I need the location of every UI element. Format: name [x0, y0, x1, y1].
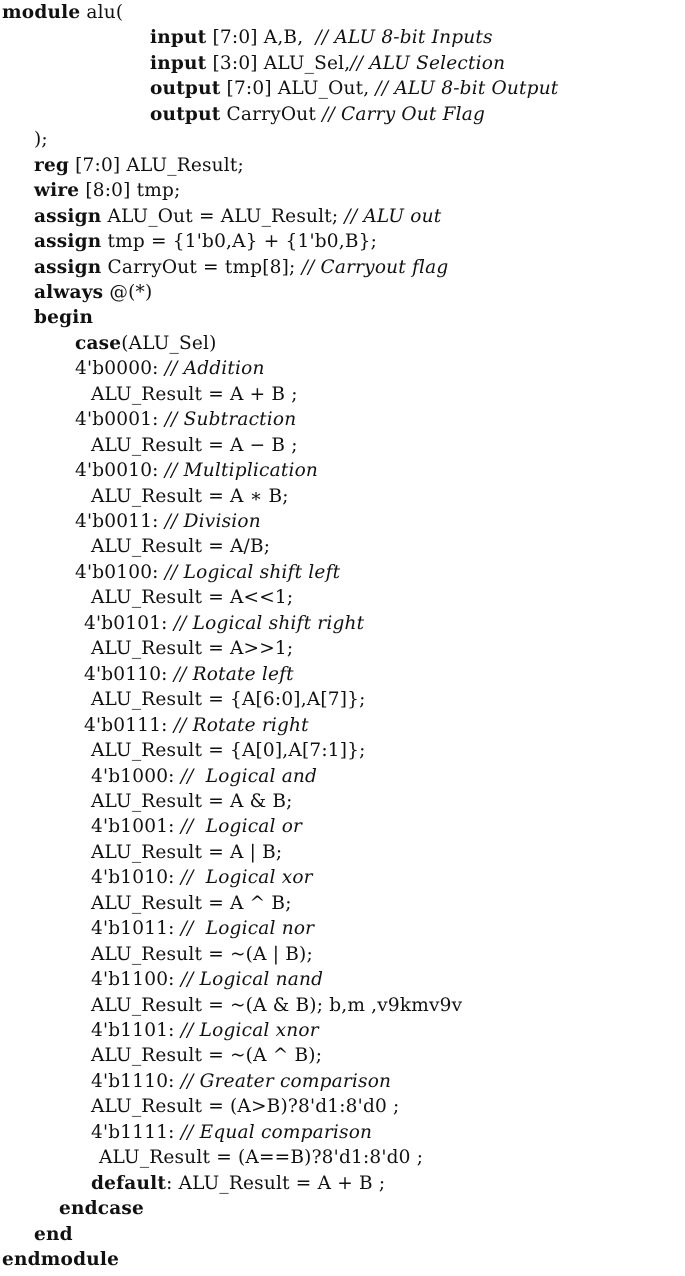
code-line	[150, 102, 485, 128]
code-line	[34, 280, 152, 306]
code-text: [7:0] A,B,	[206, 27, 316, 49]
code-text: ALU_Result = A − B ;	[91, 434, 298, 456]
code-line	[91, 1018, 319, 1044]
code-line	[75, 356, 265, 382]
code-line	[75, 509, 261, 535]
code-text: CarryOut = tmp[8];	[101, 256, 302, 278]
code-text: 4'b1100:	[91, 969, 181, 991]
code-text: 4'b1110:	[91, 1070, 181, 1092]
code-text: ALU_Result = A>>1;	[91, 638, 294, 660]
code-text: tmp = {1'b0,A} + {1'b0,B};	[101, 231, 378, 253]
code-keyword: default	[91, 1172, 167, 1194]
code-line	[91, 967, 323, 993]
code-line	[91, 484, 289, 510]
code-line	[91, 916, 314, 942]
code-text: ALU_Result = A ^ B;	[91, 892, 292, 914]
code-text: 4'b0010:	[75, 460, 165, 482]
code-line	[91, 382, 298, 408]
code-keyword: case	[75, 332, 122, 354]
code-text: ALU_Result = ~(A & B); b,m ,v9kmv9v	[91, 994, 463, 1016]
code-comment: // Equal comparison	[180, 1121, 373, 1143]
code-text: ALU_Result = {A[6:0],A[7]};	[91, 689, 366, 711]
code-comment: // Logical nand	[180, 969, 324, 991]
code-keyword: input	[150, 52, 207, 74]
code-comment: // Carry Out Flag	[322, 103, 486, 125]
code-text: [7:0] ALU_Out,	[220, 78, 376, 100]
code-comment: // Rotate left	[173, 663, 294, 685]
code-keyword: input	[150, 27, 207, 49]
code-line	[34, 229, 377, 255]
code-line	[91, 433, 298, 459]
code-line	[91, 738, 366, 764]
code-text: ALU_Result = A + B ;	[91, 383, 298, 405]
code-line	[91, 993, 462, 1019]
code-comment: // Logical or	[180, 816, 303, 838]
code-keyword: output	[150, 78, 221, 100]
code-text: ALU_Result = ~(A | B);	[91, 943, 313, 965]
code-line	[91, 891, 292, 917]
code-text: ALU_Result = A | B;	[91, 841, 283, 863]
code-line	[34, 204, 441, 230]
code-text: 4'b1111:	[91, 1121, 181, 1143]
code-line	[91, 1043, 322, 1069]
code-keyword: wire	[34, 180, 80, 202]
code-line	[91, 1094, 399, 1120]
code-line	[91, 636, 293, 662]
code-line	[2, 0, 123, 26]
code-comment: // ALU out	[344, 205, 442, 227]
code-text: ALU_Result = (A==B)?8'd1:8'd0 ;	[99, 1147, 424, 1169]
code-line	[2, 1247, 119, 1273]
code-comment: // Logical nor	[180, 918, 315, 940]
code-text: 4'b1011:	[91, 918, 181, 940]
code-text: );	[34, 129, 48, 151]
code-keyword: module	[2, 2, 81, 23]
code-line	[150, 51, 505, 77]
code-line	[75, 458, 318, 484]
code-line	[84, 611, 364, 637]
code-text: CarryOut	[220, 103, 323, 125]
code-text: ALU_Result = A & B;	[91, 790, 293, 812]
code-text: ALU_Result = {A[0],A[7:1]};	[91, 740, 366, 762]
code-line	[91, 789, 293, 815]
code-text: ALU_Result = A<<1;	[91, 587, 294, 609]
code-line	[99, 1145, 423, 1171]
code-line	[91, 687, 366, 713]
code-keyword: assign	[34, 256, 102, 278]
code-text: 4'b1101:	[91, 1020, 181, 1041]
code-line	[34, 178, 181, 204]
code-text: 4'b0100:	[75, 561, 165, 583]
code-line	[91, 814, 302, 840]
code-line	[150, 76, 558, 102]
code-keyword: always	[34, 281, 104, 303]
code-keyword: end	[34, 1223, 73, 1245]
code-line	[91, 1171, 385, 1197]
code-line	[91, 1120, 372, 1146]
code-line	[75, 331, 217, 357]
code-text: ALU_Result = ~(A ^ B);	[91, 1045, 323, 1067]
code-comment: // Logical and	[180, 765, 318, 787]
code-keyword: begin	[34, 307, 94, 329]
code-line	[34, 255, 448, 281]
code-text: 4'b0001:	[75, 409, 165, 431]
code-comment: // Logical shift right	[173, 612, 365, 634]
code-text: [8:0] tmp;	[79, 180, 181, 202]
code-comment: // ALU Selection	[350, 52, 506, 74]
code-line	[84, 713, 309, 739]
code-line	[75, 407, 296, 433]
code-keyword: output	[150, 103, 221, 125]
code-line	[91, 585, 293, 611]
code-comment: // Subtraction	[164, 409, 297, 431]
code-line	[91, 1069, 391, 1095]
code-text: 4'b0111:	[84, 714, 174, 736]
code-comment: // Logical xnor	[180, 1020, 319, 1041]
code-text: : ALU_Result = A + B ;	[166, 1172, 386, 1194]
code-line	[34, 153, 244, 179]
code-text: 4'b0011:	[75, 511, 165, 532]
code-text: ALU_Result = A ∗ B;	[91, 485, 289, 507]
code-comment: // Carryout flag	[301, 256, 449, 278]
code-text: ALU_Out = ALU_Result;	[101, 205, 345, 227]
code-text: 4'b1000:	[91, 765, 181, 787]
code-line	[75, 560, 340, 586]
code-text: 4'b0000:	[75, 358, 165, 380]
code-comment: // Multiplication	[164, 460, 319, 482]
code-text: 4'b0101:	[84, 612, 174, 634]
code-line	[34, 1222, 73, 1248]
code-comment: // Greater comparison	[180, 1070, 392, 1092]
code-comment: // ALU 8-bit Output	[375, 78, 559, 100]
code-line	[84, 662, 294, 688]
code-comment: // ALU 8-bit Inputs	[315, 27, 493, 49]
code-text: 4'b1010:	[91, 867, 181, 889]
code-comment: // Logical xor	[180, 867, 313, 889]
code-text: ALU_Result = A/B;	[91, 536, 271, 558]
code-text: [7:0] ALU_Result;	[69, 154, 244, 176]
code-line	[91, 840, 282, 866]
code-line	[91, 764, 317, 790]
code-text: alu(	[80, 2, 124, 23]
code-keyword: endcase	[59, 1198, 144, 1220]
code-text: 4'b0110:	[84, 663, 174, 685]
code-line	[59, 1196, 144, 1222]
code-text: (ALU_Sel)	[121, 332, 217, 354]
code-comment: // Logical shift left	[164, 561, 341, 583]
code-text: 4'b1001:	[91, 816, 181, 838]
code-text: [3:0] ALU_Sel,	[206, 52, 351, 74]
code-line	[34, 305, 93, 331]
code-line	[91, 534, 270, 560]
code-text: @(*)	[103, 281, 153, 303]
code-keyword: reg	[34, 154, 70, 176]
code-line	[91, 942, 313, 968]
code-line	[91, 865, 313, 891]
code-keyword: assign	[34, 205, 102, 227]
code-line	[150, 25, 493, 51]
code-comment: // Addition	[164, 358, 265, 380]
code-keyword: endmodule	[2, 1249, 120, 1271]
code-comment: // Division	[164, 511, 261, 532]
code-text: ALU_Result = (A>B)?8'd1:8'd0 ;	[91, 1096, 400, 1118]
code-keyword: assign	[34, 231, 102, 253]
code-line	[34, 127, 48, 153]
code-comment: // Rotate right	[173, 714, 309, 736]
